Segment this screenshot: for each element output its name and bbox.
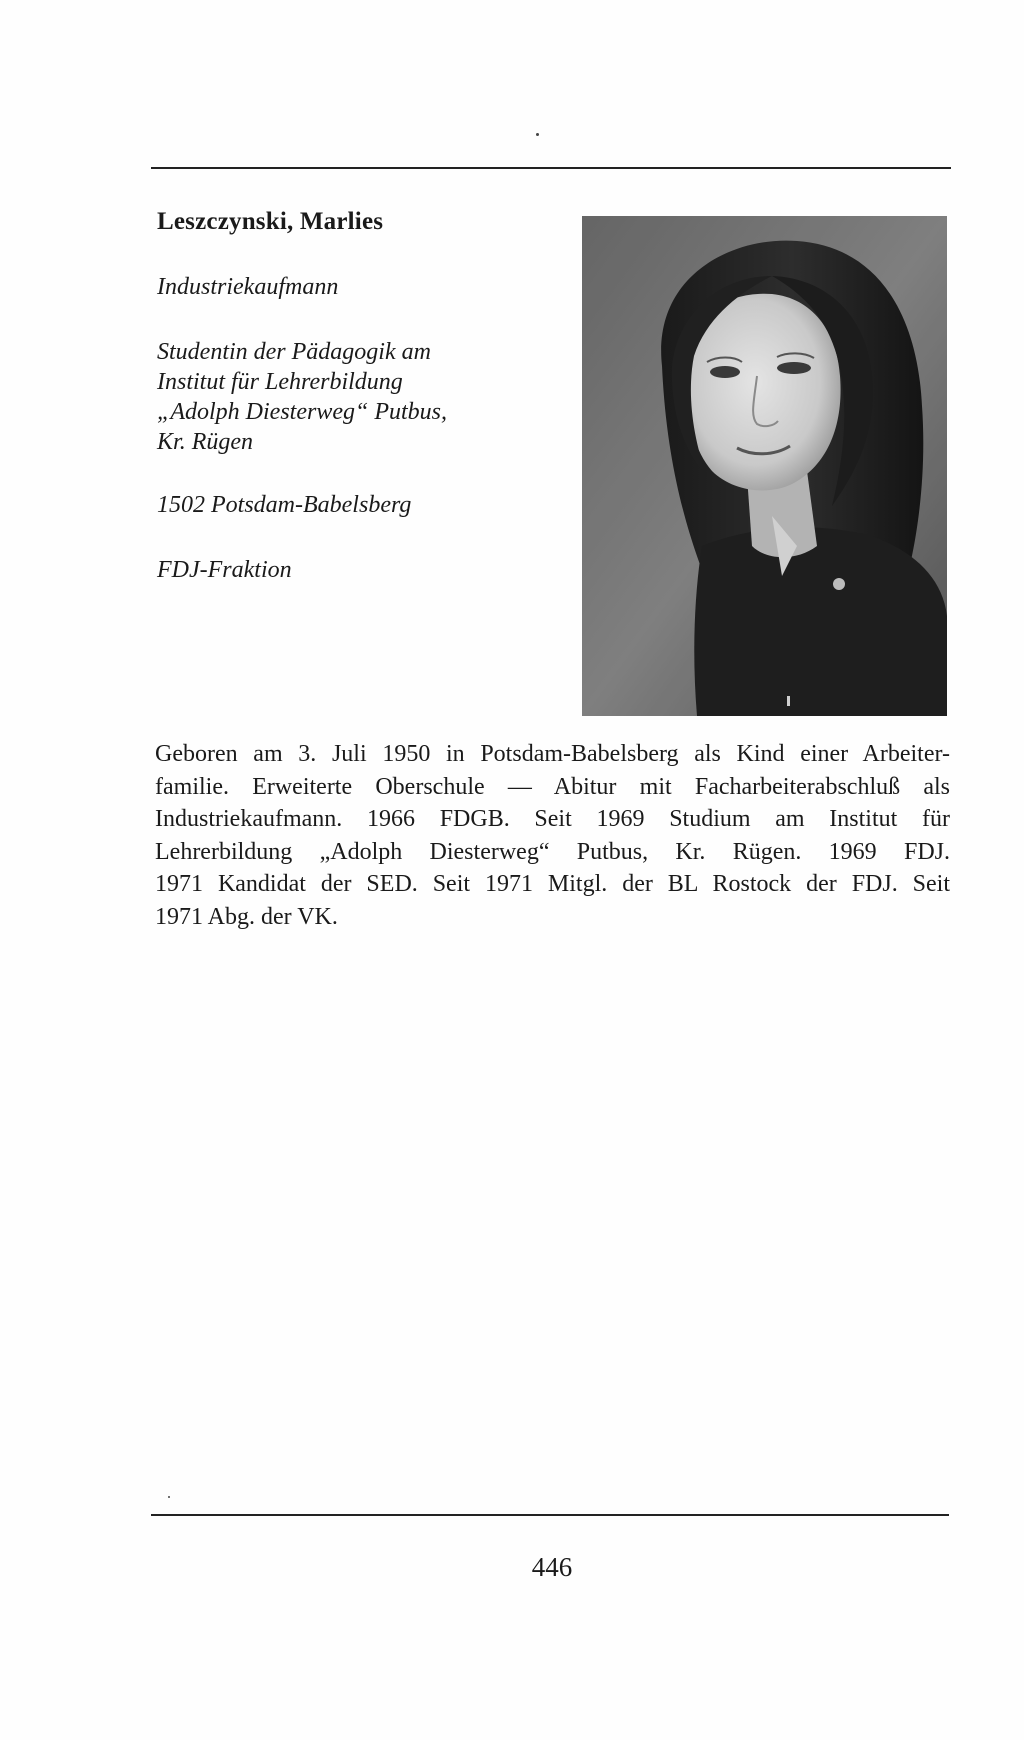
biography-line: Geboren am 3. Juli 1950 in Potsdam-Babelsberg als Kind einer Arbeiter- <box>155 741 950 767</box>
page-number: 446 <box>531 1552 573 1582</box>
person-name: Leszczynski, Marlies <box>157 208 384 235</box>
profession: Industriekaufmann <box>157 274 339 300</box>
biography-line: Lehrerbildung „Adolph Diesterweg“ Putbus, Kr. Rügen. 1969 FDJ. <box>155 838 950 865</box>
print-speck <box>168 1496 170 1498</box>
occupation-line: Kr. Rügen <box>157 429 253 455</box>
portrait-photo <box>582 216 947 716</box>
current-occupation <box>157 337 447 457</box>
biography <box>155 738 950 933</box>
bottom-rule <box>151 1514 949 1516</box>
biography-line: 1971 Abg. der VK. <box>155 903 338 930</box>
biography-line: 1971 Kandidat der SED. Seit 1971 Mitgl. der BL Rostock der FDJ. Seit <box>155 871 950 897</box>
faction: FDJ-Fraktion <box>157 557 292 583</box>
print-speck <box>536 133 539 136</box>
biography-line: familie. Erweiterte Oberschule — Abitur mit Facharbeiterabschluß als <box>155 773 950 800</box>
occupation-line: Studentin der Pädagogik am <box>157 339 431 365</box>
occupation-line: „Adolph Diesterweg“ Putbus, <box>157 399 448 425</box>
occupation-line: Institut für Lehrerbildung <box>157 369 403 395</box>
address: 1502 Potsdam-Babelsberg <box>157 492 412 518</box>
top-rule <box>151 167 951 169</box>
biography-line: Industriekaufmann. 1966 FDGB. Seit 1969 Studium am Institut für <box>155 806 950 832</box>
